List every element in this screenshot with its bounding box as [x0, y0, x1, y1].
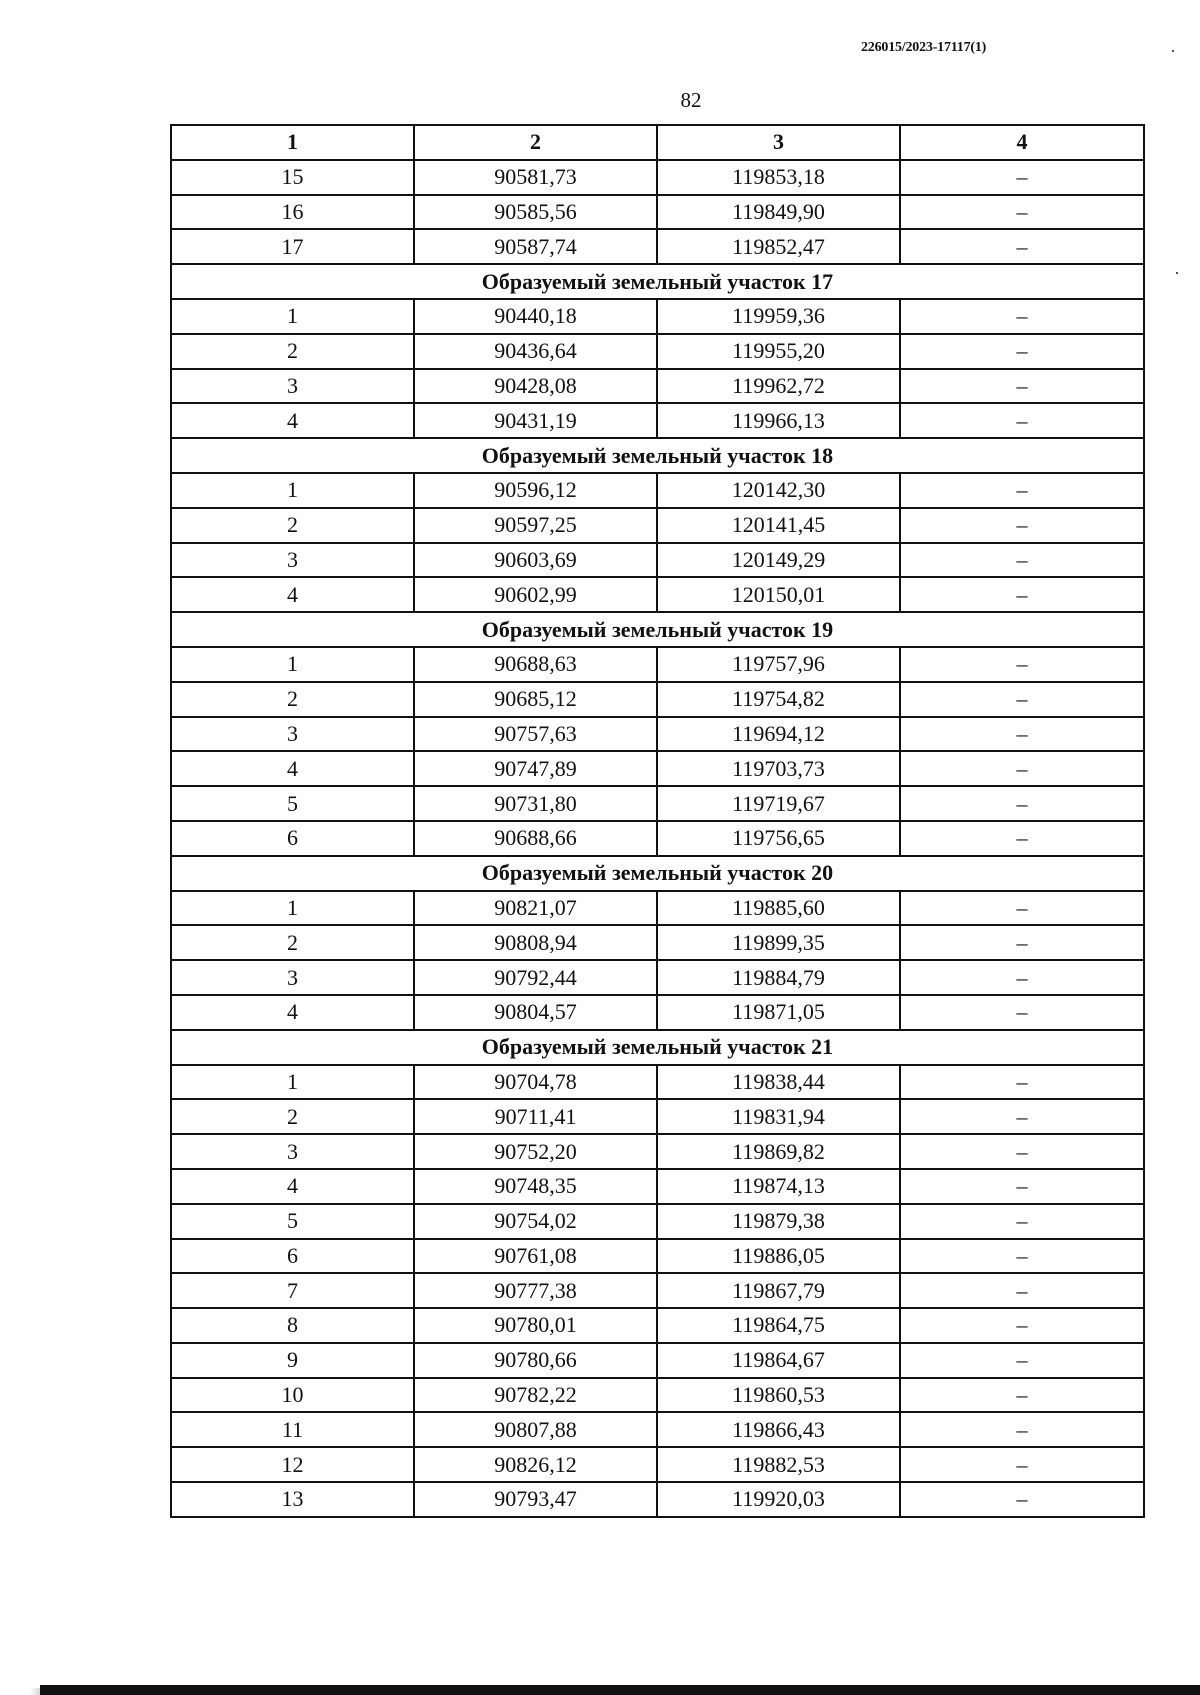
y-coordinate-cell: 119867,79: [657, 1273, 900, 1308]
table-row: [171, 508, 1144, 543]
y-coordinate-cell: 119882,53: [657, 1447, 900, 1482]
x-coordinate-cell: 90688,63: [414, 647, 657, 682]
point-number-cell: 3: [171, 543, 414, 578]
x-coordinate-cell: 90603,69: [414, 543, 657, 578]
x-coordinate-cell: 90597,25: [414, 508, 657, 543]
point-number-cell: 12: [171, 1447, 414, 1482]
table-row: [171, 1134, 1144, 1169]
y-coordinate-cell: 119886,05: [657, 1239, 900, 1274]
note-cell: –: [900, 647, 1144, 682]
y-coordinate-cell: 119959,36: [657, 299, 900, 334]
y-coordinate-cell: 119860,53: [657, 1378, 900, 1413]
point-number-cell: 1: [171, 1065, 414, 1100]
note-cell: –: [900, 577, 1144, 612]
table-row: [171, 995, 1144, 1030]
note-cell: –: [900, 995, 1144, 1030]
point-number-cell: 3: [171, 1134, 414, 1169]
note-cell: –: [900, 682, 1144, 717]
y-coordinate-cell: 120150,01: [657, 577, 900, 612]
x-coordinate-cell: 90754,02: [414, 1204, 657, 1239]
x-coordinate-cell: 90761,08: [414, 1239, 657, 1274]
x-coordinate-cell: 90602,99: [414, 577, 657, 612]
table-row: [171, 195, 1144, 230]
table-row: [171, 1239, 1144, 1274]
note-cell: –: [900, 369, 1144, 404]
x-coordinate-cell: 90826,12: [414, 1447, 657, 1482]
point-number-cell: 3: [171, 369, 414, 404]
note-cell: –: [900, 1099, 1144, 1134]
y-coordinate-cell: 120142,30: [657, 473, 900, 508]
point-number-cell: 4: [171, 403, 414, 438]
y-coordinate-cell: 119849,90: [657, 195, 900, 230]
y-coordinate-cell: 119831,94: [657, 1099, 900, 1134]
note-cell: –: [900, 1169, 1144, 1204]
table-row: [171, 403, 1144, 438]
scan-speck: [1172, 50, 1174, 52]
table-row: [171, 229, 1144, 264]
y-coordinate-cell: 119866,43: [657, 1412, 900, 1447]
x-coordinate-cell: 90731,80: [414, 786, 657, 821]
table-row: [171, 682, 1144, 717]
note-cell: –: [900, 1134, 1144, 1169]
y-coordinate-cell: 119694,12: [657, 717, 900, 752]
section-title: Образуемый земельный участок 18: [171, 438, 1144, 473]
note-cell: –: [900, 543, 1144, 578]
x-coordinate-cell: 90711,41: [414, 1099, 657, 1134]
note-cell: –: [900, 1343, 1144, 1378]
table-row: [171, 543, 1144, 578]
point-number-cell: 5: [171, 1204, 414, 1239]
x-coordinate-cell: 90807,88: [414, 1412, 657, 1447]
table-row: [171, 334, 1144, 369]
column-header: 2: [414, 125, 657, 160]
point-number-cell: 1: [171, 891, 414, 926]
point-number-cell: 2: [171, 1099, 414, 1134]
note-cell: –: [900, 1065, 1144, 1100]
y-coordinate-cell: 120149,29: [657, 543, 900, 578]
note-cell: –: [900, 1412, 1144, 1447]
x-coordinate-cell: 90685,12: [414, 682, 657, 717]
table-row: [171, 577, 1144, 612]
table-row: [171, 751, 1144, 786]
y-coordinate-cell: 119899,35: [657, 925, 900, 960]
x-coordinate-cell: 90428,08: [414, 369, 657, 404]
point-number-cell: 7: [171, 1273, 414, 1308]
point-number-cell: 4: [171, 1169, 414, 1204]
section-row: [171, 1030, 1144, 1065]
table-row: [171, 1204, 1144, 1239]
section-title: Образуемый земельный участок 20: [171, 856, 1144, 891]
y-coordinate-cell: 119955,20: [657, 334, 900, 369]
y-coordinate-cell: 119962,72: [657, 369, 900, 404]
table-row: [171, 1412, 1144, 1447]
y-coordinate-cell: 119920,03: [657, 1482, 900, 1517]
section-title: Образуемый земельный участок 17: [171, 264, 1144, 299]
note-cell: –: [900, 1308, 1144, 1343]
note-cell: –: [900, 473, 1144, 508]
point-number-cell: 2: [171, 508, 414, 543]
note-cell: –: [900, 299, 1144, 334]
x-coordinate-cell: 90780,01: [414, 1308, 657, 1343]
table-row: [171, 1447, 1144, 1482]
x-coordinate-cell: 90587,74: [414, 229, 657, 264]
table-row: [171, 1343, 1144, 1378]
point-number-cell: 3: [171, 960, 414, 995]
point-number-cell: 15: [171, 160, 414, 195]
point-number-cell: 4: [171, 995, 414, 1030]
y-coordinate-cell: 119871,05: [657, 995, 900, 1030]
table-row: [171, 717, 1144, 752]
x-coordinate-cell: 90780,66: [414, 1343, 657, 1378]
table-row: [171, 821, 1144, 856]
table-row: [171, 1169, 1144, 1204]
note-cell: –: [900, 195, 1144, 230]
y-coordinate-cell: 119869,82: [657, 1134, 900, 1169]
y-coordinate-cell: 119756,65: [657, 821, 900, 856]
note-cell: –: [900, 229, 1144, 264]
note-cell: –: [900, 786, 1144, 821]
note-cell: –: [900, 403, 1144, 438]
note-cell: –: [900, 334, 1144, 369]
point-number-cell: 4: [171, 751, 414, 786]
point-number-cell: 11: [171, 1412, 414, 1447]
section-row: [171, 612, 1144, 647]
table-row: [171, 1482, 1144, 1517]
point-number-cell: 6: [171, 1239, 414, 1274]
document-id: 226015/2023-17117(1): [861, 40, 987, 55]
table-header-row: [171, 125, 1144, 160]
table-row: [171, 299, 1144, 334]
x-coordinate-cell: 90793,47: [414, 1482, 657, 1517]
x-coordinate-cell: 90782,22: [414, 1378, 657, 1413]
point-number-cell: 17: [171, 229, 414, 264]
table-row: [171, 160, 1144, 195]
note-cell: –: [900, 1378, 1144, 1413]
note-cell: –: [900, 925, 1144, 960]
section-row: [171, 856, 1144, 891]
point-number-cell: 1: [171, 299, 414, 334]
note-cell: –: [900, 717, 1144, 752]
x-coordinate-cell: 90777,38: [414, 1273, 657, 1308]
point-number-cell: 8: [171, 1308, 414, 1343]
coordinates-table-container: [170, 124, 1143, 1518]
x-coordinate-cell: 90704,78: [414, 1065, 657, 1100]
y-coordinate-cell: 119966,13: [657, 403, 900, 438]
y-coordinate-cell: 119703,73: [657, 751, 900, 786]
y-coordinate-cell: 119885,60: [657, 891, 900, 926]
point-number-cell: 1: [171, 647, 414, 682]
column-header: 4: [900, 125, 1144, 160]
x-coordinate-cell: 90596,12: [414, 473, 657, 508]
y-coordinate-cell: 119852,47: [657, 229, 900, 264]
table-row: [171, 960, 1144, 995]
x-coordinate-cell: 90747,89: [414, 751, 657, 786]
note-cell: –: [900, 1482, 1144, 1517]
table-body: [171, 160, 1144, 1517]
y-coordinate-cell: 119757,96: [657, 647, 900, 682]
page-number: 82: [680, 88, 702, 112]
x-coordinate-cell: 90436,64: [414, 334, 657, 369]
section-title: Образуемый земельный участок 21: [171, 1030, 1144, 1065]
table-row: [171, 473, 1144, 508]
y-coordinate-cell: 119874,13: [657, 1169, 900, 1204]
y-coordinate-cell: 119879,38: [657, 1204, 900, 1239]
section-title: Образуемый земельный участок 19: [171, 612, 1144, 647]
column-header: 3: [657, 125, 900, 160]
x-coordinate-cell: 90581,73: [414, 160, 657, 195]
point-number-cell: 6: [171, 821, 414, 856]
x-coordinate-cell: 90688,66: [414, 821, 657, 856]
y-coordinate-cell: 120141,45: [657, 508, 900, 543]
point-number-cell: 2: [171, 682, 414, 717]
table-row: [171, 786, 1144, 821]
section-row: [171, 264, 1144, 299]
y-coordinate-cell: 119838,44: [657, 1065, 900, 1100]
point-number-cell: 10: [171, 1378, 414, 1413]
x-coordinate-cell: 90752,20: [414, 1134, 657, 1169]
note-cell: –: [900, 960, 1144, 995]
note-cell: –: [900, 821, 1144, 856]
table-row: [171, 925, 1144, 960]
note-cell: –: [900, 1204, 1144, 1239]
x-coordinate-cell: 90808,94: [414, 925, 657, 960]
note-cell: –: [900, 891, 1144, 926]
note-cell: –: [900, 1273, 1144, 1308]
y-coordinate-cell: 119884,79: [657, 960, 900, 995]
note-cell: –: [900, 1239, 1144, 1274]
point-number-cell: 13: [171, 1482, 414, 1517]
table-row: [171, 1273, 1144, 1308]
table-row: [171, 647, 1144, 682]
y-coordinate-cell: 119719,67: [657, 786, 900, 821]
section-row: [171, 438, 1144, 473]
note-cell: –: [900, 160, 1144, 195]
note-cell: –: [900, 751, 1144, 786]
x-coordinate-cell: 90585,56: [414, 195, 657, 230]
x-coordinate-cell: 90804,57: [414, 995, 657, 1030]
point-number-cell: 4: [171, 577, 414, 612]
point-number-cell: 1: [171, 473, 414, 508]
x-coordinate-cell: 90821,07: [414, 891, 657, 926]
x-coordinate-cell: 90748,35: [414, 1169, 657, 1204]
y-coordinate-cell: 119754,82: [657, 682, 900, 717]
x-coordinate-cell: 90440,18: [414, 299, 657, 334]
table-row: [171, 891, 1144, 926]
scan-edge-bar: [40, 1685, 1200, 1695]
coordinates-table: [170, 124, 1145, 1518]
table-row: [171, 369, 1144, 404]
table-row: [171, 1065, 1144, 1100]
note-cell: –: [900, 1447, 1144, 1482]
table-row: [171, 1308, 1144, 1343]
y-coordinate-cell: 119864,67: [657, 1343, 900, 1378]
column-header: 1: [171, 125, 414, 160]
scan-speck: [1176, 272, 1178, 274]
x-coordinate-cell: 90431,19: [414, 403, 657, 438]
point-number-cell: 9: [171, 1343, 414, 1378]
x-coordinate-cell: 90792,44: [414, 960, 657, 995]
point-number-cell: 2: [171, 334, 414, 369]
point-number-cell: 5: [171, 786, 414, 821]
point-number-cell: 3: [171, 717, 414, 752]
note-cell: –: [900, 508, 1144, 543]
x-coordinate-cell: 90757,63: [414, 717, 657, 752]
point-number-cell: 16: [171, 195, 414, 230]
y-coordinate-cell: 119864,75: [657, 1308, 900, 1343]
y-coordinate-cell: 119853,18: [657, 160, 900, 195]
point-number-cell: 2: [171, 925, 414, 960]
table-row: [171, 1099, 1144, 1134]
table-row: [171, 1378, 1144, 1413]
